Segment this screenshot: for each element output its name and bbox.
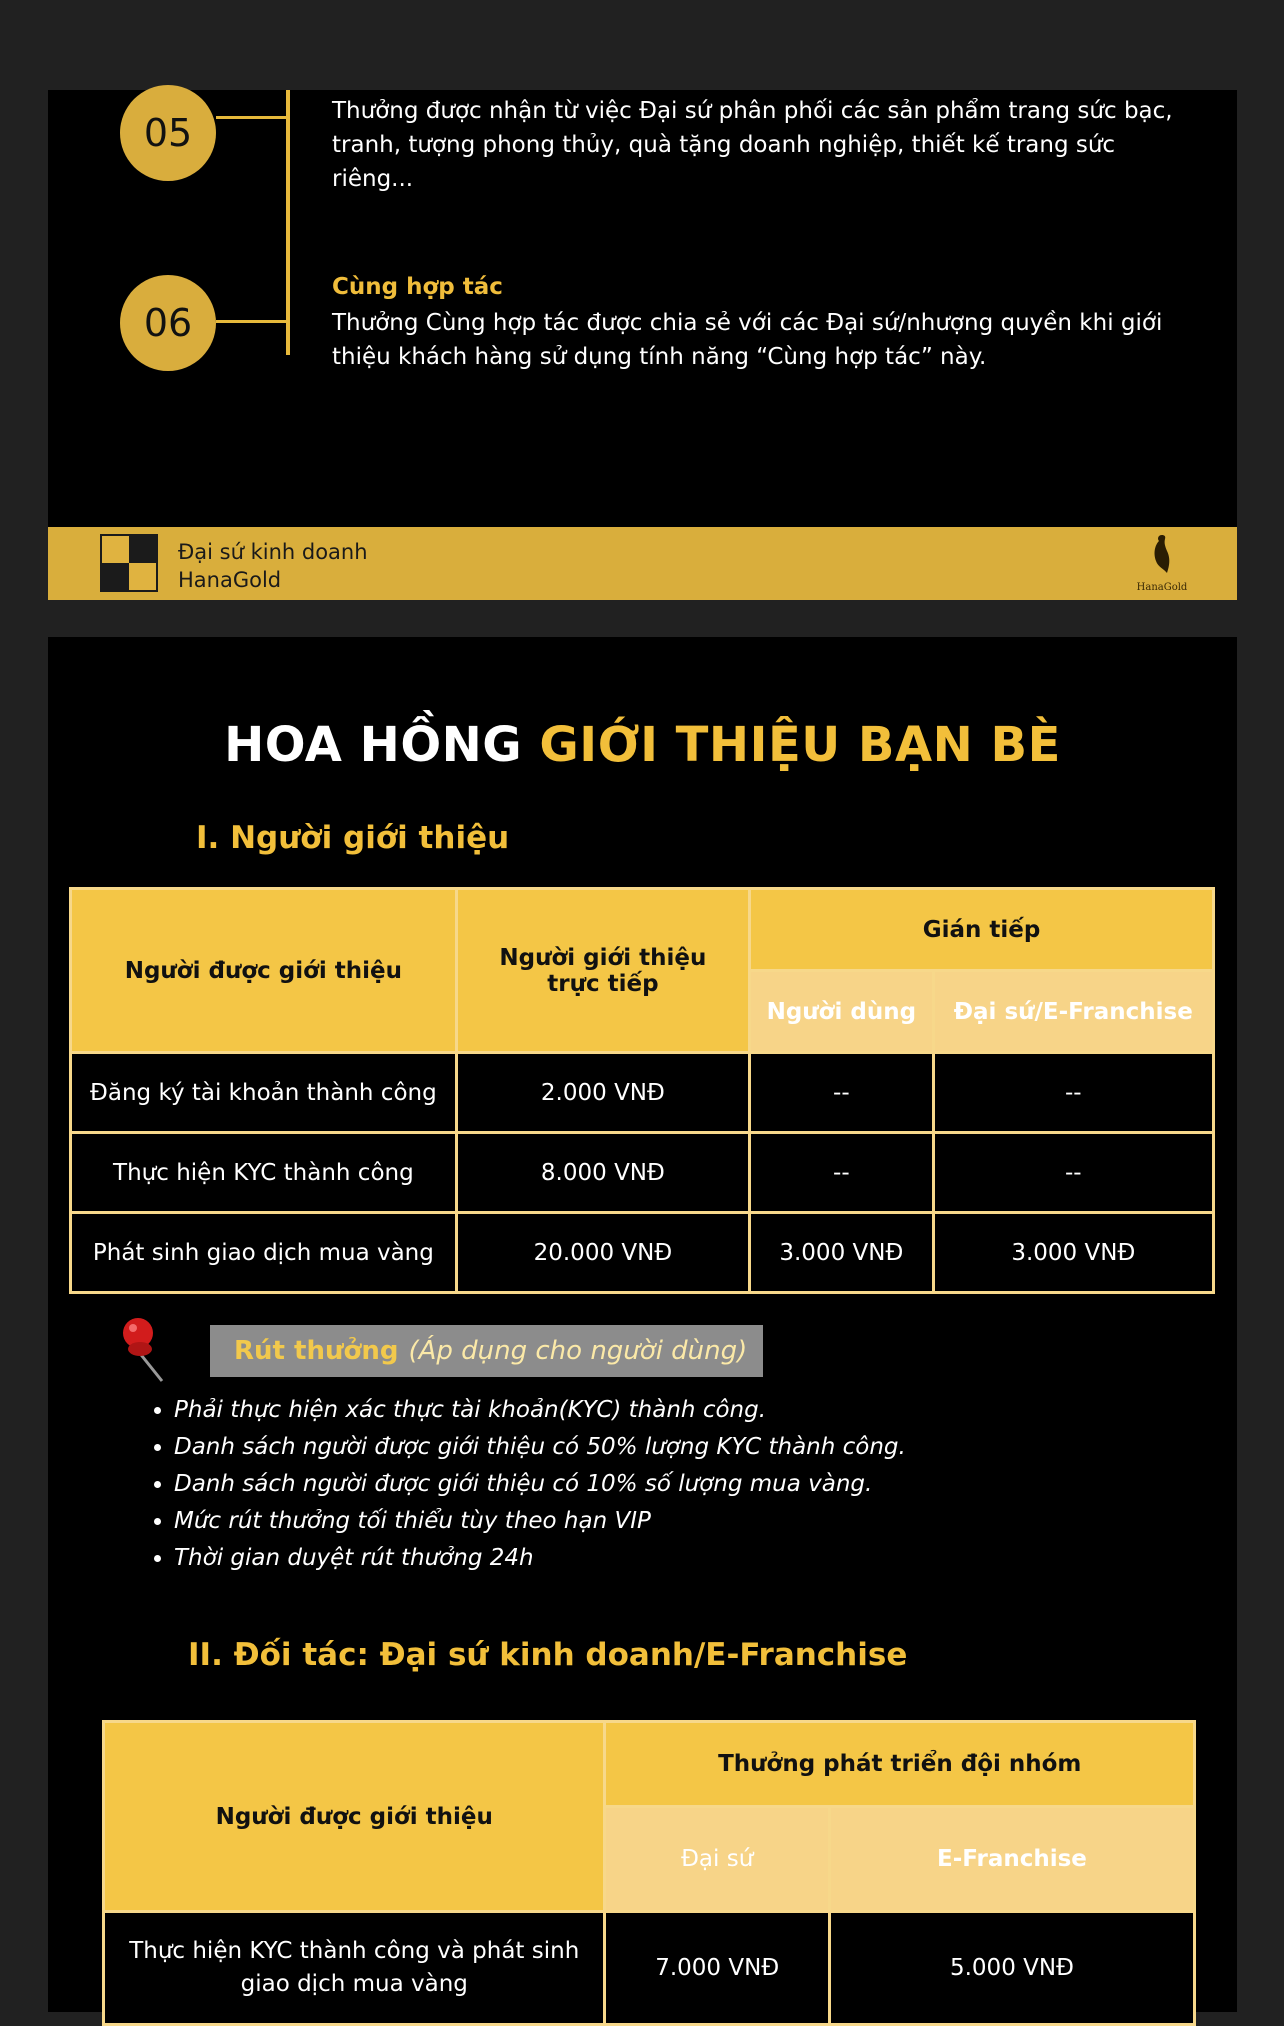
item-body: Thưởng Cùng hợp tác được chia sẻ với các Đại sứ/nhượng quyền khi giới thiệu khách hàng sử dụng tính năng “Cùng hợp tác” này.	[332, 310, 1163, 370]
subheader-cell: Đại sứ	[605, 1807, 829, 1912]
slide-footer	[48, 527, 1237, 600]
section-1-title: I. Người giới thiệu	[196, 820, 510, 856]
header-cell: Gián tiếp	[750, 889, 1214, 971]
table-cell: 5.000 VNĐ	[829, 1912, 1194, 2025]
header-cell: Người được giới thiệu	[104, 1722, 605, 1912]
table-row	[104, 1912, 1195, 2025]
peacock-icon	[1147, 533, 1177, 577]
page-title	[48, 717, 1237, 773]
table-cell: --	[750, 1133, 934, 1213]
table-cell: 3.000 VNĐ	[750, 1213, 934, 1293]
timeline-item-05	[332, 94, 1182, 196]
withdraw-label-bold: Rút thưởng	[234, 1336, 399, 1366]
withdraw-conditions-list	[150, 1392, 906, 1577]
withdraw-label	[210, 1325, 763, 1377]
timeline-step-05	[120, 85, 216, 181]
table-cell: 8.000 VNĐ	[456, 1133, 749, 1213]
step-number: 06	[143, 301, 193, 345]
subheader-cell: Người dùng	[750, 971, 934, 1053]
timeline-line	[286, 90, 290, 355]
table-cell: Đăng ký tài khoản thành công	[71, 1053, 457, 1133]
table-cell: --	[750, 1053, 934, 1133]
timeline-connector	[216, 116, 288, 119]
table-cell: Phát sinh giao dịch mua vàng	[71, 1213, 457, 1293]
table-row	[71, 1213, 1214, 1293]
footer-line-2: HanaGold	[178, 568, 282, 592]
list-item: • Mức rút thưởng tối thiểu tùy theo hạn VIP	[174, 1503, 906, 1540]
table-cell: --	[933, 1053, 1213, 1133]
table-header-row	[104, 1722, 1195, 1807]
header-cell: Người giới thiệu trực tiếp	[456, 889, 749, 1053]
item-title: Cùng hợp tác	[332, 274, 503, 300]
timeline-connector	[216, 320, 288, 323]
table-row	[71, 1133, 1214, 1213]
list-item: • Danh sách người được giới thiệu có 50% lượng KYC thành công.	[174, 1429, 906, 1466]
table-header-row	[71, 889, 1214, 971]
list-item: • Thời gian duyệt rút thưởng 24h	[174, 1540, 906, 1577]
footer-caption	[178, 538, 368, 594]
table-cell: 20.000 VNĐ	[456, 1213, 749, 1293]
footer-line-1: Đại sứ kinh doanh	[178, 540, 368, 564]
hanagold-logo	[1127, 533, 1197, 593]
puzzle-logo-icon	[100, 534, 158, 592]
timeline-step-06	[120, 275, 216, 371]
pushpin-icon	[118, 1315, 164, 1385]
title-white: HOA HỒNG	[224, 717, 540, 773]
brand-name: HanaGold	[1136, 582, 1188, 593]
slide-referral-commission	[48, 637, 1237, 2012]
subheader-cell: E-Franchise	[829, 1807, 1194, 1912]
step-number: 05	[143, 111, 193, 155]
table-row	[71, 1053, 1214, 1133]
table-cell: --	[933, 1133, 1213, 1213]
table-cell: Thực hiện KYC thành công	[71, 1133, 457, 1213]
header-cell: Thưởng phát triển đội nhóm	[605, 1722, 1195, 1807]
table-cell: 3.000 VNĐ	[933, 1213, 1213, 1293]
section-2-title: II. Đối tác: Đại sứ kinh doanh/E-Franchise	[188, 1637, 908, 1673]
table-cell: Thực hiện KYC thành công và phát sinh giao dịch mua vàng	[104, 1912, 605, 2025]
partner-table	[102, 1720, 1196, 2026]
withdraw-label-italic: (Áp dụng cho người dùng)	[408, 1336, 748, 1366]
title-yellow: GIỚI THIỆU BẠN BÈ	[539, 717, 1061, 773]
referrer-table	[69, 887, 1215, 1294]
list-item: • Phải thực hiện xác thực tài khoản(KYC) thành công.	[174, 1392, 906, 1429]
timeline-item-06	[332, 270, 1182, 374]
list-item: • Danh sách người được giới thiệu có 10% số lượng mua vàng.	[174, 1466, 906, 1503]
subheader-cell: Đại sứ/E-Franchise	[933, 971, 1213, 1053]
slide-commission-types	[48, 90, 1237, 600]
header-cell: Người được giới thiệu	[71, 889, 457, 1053]
table-cell: 7.000 VNĐ	[605, 1912, 829, 2025]
table-cell: 2.000 VNĐ	[456, 1053, 749, 1133]
item-body: Thưởng được nhận từ việc Đại sứ phân phối các sản phẩm trang sức bạc, tranh, tượng phong thủy, quà tặng doanh nghiệp, thiết kế trang sức riêng...	[332, 98, 1173, 192]
